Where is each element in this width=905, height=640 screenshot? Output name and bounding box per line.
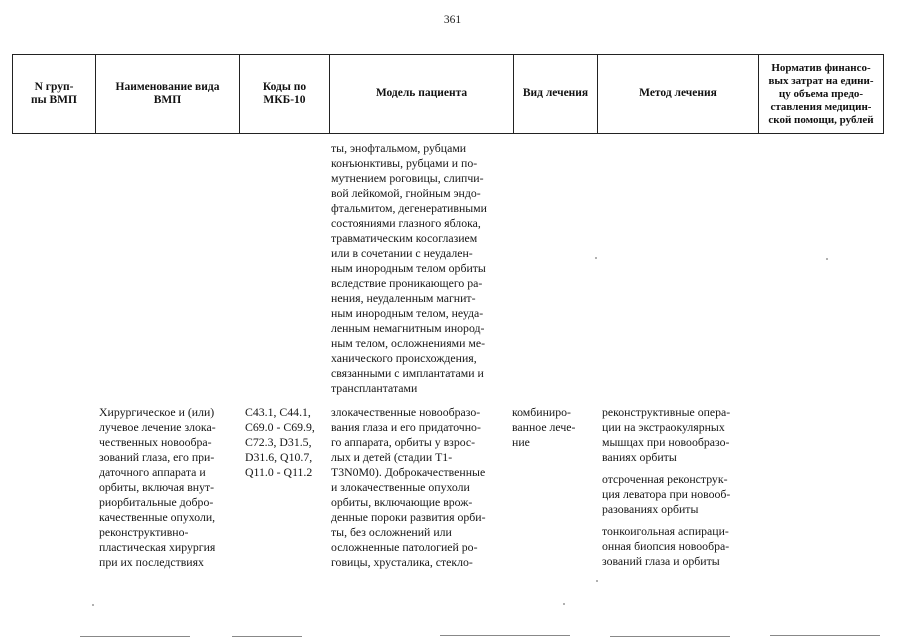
text-line: злокачественные новообразо-	[331, 405, 481, 419]
vmp-name-cell	[99, 405, 216, 570]
text-line: риорбитальные добро-	[99, 495, 214, 509]
header-text	[31, 81, 77, 108]
text-line: Хирургическое и (или)	[99, 405, 215, 419]
text-line: тонкоигольная аспираци-	[602, 524, 729, 538]
text-line: ции на экстраокулярных	[602, 420, 725, 434]
header-line: вых затрат на едини-	[768, 74, 874, 87]
text-line: лучевое лечение злока-	[99, 420, 216, 434]
text-line: чественных новообра-	[99, 435, 212, 449]
header-line: ставления медицин-	[770, 100, 872, 113]
header-vmp-name	[95, 55, 239, 133]
text-line: вследствие проникающего ра-	[331, 276, 483, 290]
text-line: ция леватора при новооб-	[602, 487, 731, 501]
text-line: ванное лече-	[512, 420, 576, 434]
text-line: разованиях орбиты	[602, 502, 699, 516]
text-line: или в сочетании с неудален-	[331, 246, 473, 260]
method-item	[602, 405, 730, 465]
header-line: N груп-	[34, 80, 74, 93]
text-line: нения, неудаленным магнит-	[331, 291, 476, 305]
treatment-method-cell	[602, 405, 730, 576]
text-line: травматическим косоглазием	[331, 231, 478, 245]
text-line: C69.0 - C69.9,	[245, 420, 315, 434]
text-line: лых и детей (стадии T1-	[331, 450, 453, 464]
method-item	[602, 472, 730, 517]
continuation-patient-model	[331, 141, 487, 396]
scan-speck	[92, 604, 94, 606]
text-line: ние	[512, 435, 530, 449]
header-line: Норматив финансо-	[771, 61, 871, 74]
header-patient-model	[329, 55, 513, 133]
page-number: 361	[443, 14, 462, 26]
header-cost-standard	[758, 55, 883, 133]
header-line: ВМП	[153, 94, 182, 106]
text-line: зований глаза и орбиты	[602, 554, 720, 568]
text-line: качественные опухоли,	[99, 510, 216, 524]
table-header	[12, 54, 884, 134]
header-treatment-method	[597, 55, 758, 133]
text-line: орбиты, включая внут-	[99, 480, 215, 494]
scan-speck	[595, 257, 597, 259]
text-line: денные пороки развития орби-	[331, 510, 486, 524]
text-line: осложненные патологией ро-	[331, 540, 478, 554]
text-line: ты, энофтальмом, рубцами	[331, 141, 467, 155]
text-line: реконструктивно-	[99, 525, 189, 539]
header-line: ской помощи, рублей	[768, 113, 874, 126]
text-line: фтальмитом, дегенеративными	[331, 201, 487, 215]
text-line: говицы, хрусталика, стекло-	[331, 555, 473, 569]
text-line: вания глаза и его придаточно-	[331, 420, 481, 434]
text-line: состояниями глазного яблока,	[331, 216, 481, 230]
text-line: Q11.0 - Q11.2	[245, 465, 313, 479]
text-line: пластическая хирургия	[99, 540, 216, 554]
scan-speck	[563, 603, 565, 605]
text-line: зований глаза, его при-	[99, 450, 215, 464]
text-line: мутнением роговицы, слипчи-	[331, 171, 484, 185]
text-line: го аппарата, орбиты у взрос-	[331, 435, 476, 449]
header-line: МКБ-10	[263, 94, 306, 106]
header-text	[263, 81, 306, 108]
text-line: ханического происхождения,	[331, 351, 477, 365]
header-treatment-type	[513, 55, 597, 133]
text-line: онная биопсия новообра-	[602, 539, 730, 553]
text-line: вой лейкомой, гнойным эндо-	[331, 186, 481, 200]
icd-codes-cell	[245, 405, 315, 480]
treatment-type-cell	[512, 405, 575, 450]
header-line: Коды по	[262, 80, 307, 93]
header-line: Вид лечения	[522, 87, 589, 100]
scan-edge-line	[440, 635, 570, 636]
header-text	[116, 81, 220, 108]
text-line: трансплантатами	[331, 381, 418, 395]
text-line: ным инородным телом орбиты	[331, 261, 486, 275]
header-text	[768, 62, 873, 127]
scan-edge-line	[610, 636, 730, 637]
scan-edge-line	[770, 635, 880, 636]
text-line: ты, без осложнений или	[331, 525, 452, 539]
patient-model-cell	[331, 405, 486, 570]
text-line: ным инородным телом, неуда-	[331, 306, 484, 320]
header-line: Метод лечения	[639, 87, 717, 100]
text-line: C72.3, D31.5,	[245, 435, 312, 449]
text-line: при их последствиях	[99, 555, 204, 569]
text-line: отсроченная реконструк-	[602, 472, 728, 486]
header-icd-codes	[239, 55, 329, 133]
text-line: T3N0M0). Доброкачественные	[331, 465, 486, 479]
scan-edge-line	[80, 636, 190, 637]
text-line: реконструктивные опера-	[602, 405, 731, 419]
header-line: Наименование вида	[115, 80, 220, 93]
header-line: цу объема предо-	[778, 87, 864, 100]
text-line: C43.1, C44.1,	[245, 405, 311, 419]
text-line: комбиниро-	[512, 405, 571, 419]
scan-edge-line	[232, 636, 302, 637]
header-line: Модель пациента	[375, 87, 468, 100]
method-item	[602, 524, 730, 569]
text-line: D31.6, Q10.7,	[245, 450, 313, 464]
scan-speck	[826, 258, 828, 260]
text-line: даточного аппарата и	[99, 465, 206, 479]
text-line: ным телом, осложнениями ме-	[331, 336, 485, 350]
scan-speck	[596, 580, 598, 582]
text-line: орбиты, включающие врож-	[331, 495, 473, 509]
text-line: и злокачественные опухоли	[331, 480, 470, 494]
text-line: связанными с имплантатами и	[331, 366, 484, 380]
text-line: конъюнктивы, рубцами и по-	[331, 156, 478, 170]
text-line: ленным немагнитным инород-	[331, 321, 485, 335]
header-group-number	[13, 55, 95, 133]
text-line: мышцах при новообразо-	[602, 435, 730, 449]
header-line: пы ВМП	[31, 94, 77, 106]
text-line: ваниях орбиты	[602, 450, 677, 464]
